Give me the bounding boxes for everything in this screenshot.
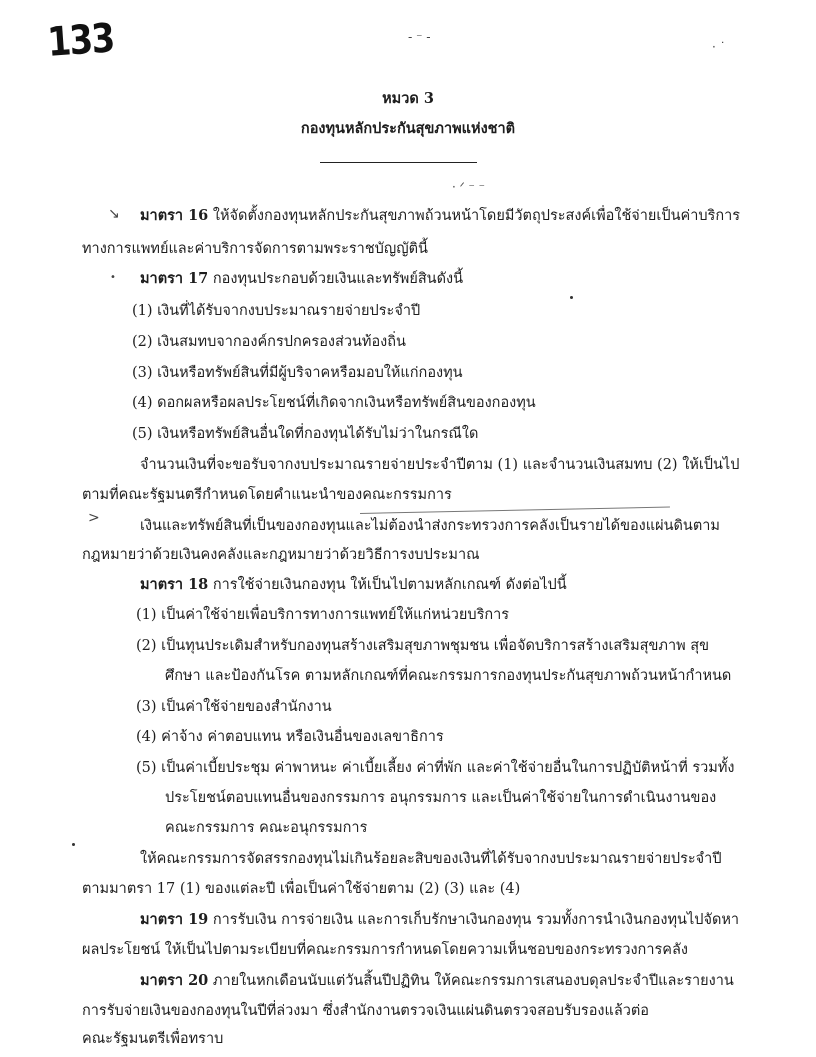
title-underline [320, 162, 477, 163]
scan-mark: · ᐟ ⁻ ⁻ [452, 180, 486, 194]
section-20-line-2: การรับจ่ายเงินของกองทุนในปีที่ล่วงมา ซึ่งสำนักงานตรวจเงินแผ่นดินตรวจสอบรับรองแล้วต่อ [82, 1003, 649, 1019]
section-18-heading: มาตรา 18 การใช้จ่ายเงินกองทุน ให้เป็นไปตามหลักเกณฑ์ ดังต่อไปนี้ [140, 576, 567, 593]
section-20-line-3: คณะรัฐมนตรีเพื่อทราบ [82, 1031, 224, 1047]
section-17-item-1: (1) เงินที่ได้รับจากงบประมาณรายจ่ายประจำปี [132, 303, 421, 319]
handwritten-page-number: 133 [46, 15, 115, 66]
section-16-line-1: มาตรา 16 ให้จัดตั้งกองทุนหลักประกันสุขภาพถ้วนหน้าโดยมีวัตถุประสงค์เพื่อใช้จ่ายเป็นค่าบริการ [140, 207, 741, 224]
section-18-item-5-line-1: (5) เป็นค่าเบี้ยประชุม ค่าพาหนะ ค่าเบี้ยเลี้ยง ค่าที่พัก และค่าใช้จ่ายอื่นในการปฏิบัติหน้าที่ รวมทั้ง [136, 760, 735, 776]
section-18-para-line-2: ตามมาตรา 17 (1) ของแต่ละปี เพื่อเป็นค่าใช้จ่ายตาม (2) (3) และ (4) [82, 881, 521, 897]
section-17-item-2: (2) เงินสมทบจากองค์กรปกครองส่วนท้องถิ่น [132, 334, 406, 350]
section-19-line-1: มาตรา 19 การรับเงิน การจ่ายเงิน และการเก็บรักษาเงินกองทุน รวมทั้งการนำเงินกองทุนไปจัดหา [140, 911, 740, 928]
section-17-item-5: (5) เงินหรือทรัพย์สินอื่นใดที่กองทุนได้รับไม่ว่าในกรณีใด [132, 426, 479, 442]
scan-speck [72, 843, 75, 846]
section-17-para-2-line-2: กฎหมายว่าด้วยเงินคงคลังและกฎหมายว่าด้วยวิธีการงบประมาณ [82, 547, 480, 563]
scan-mark: - ⁻ - [408, 30, 431, 44]
section-18-item-5-line-3: คณะกรรมการ คณะอนุกรรมการ [165, 820, 368, 836]
margin-tick-icon: • [110, 272, 116, 283]
chapter-heading: หมวด 3 [382, 90, 434, 107]
section-18-item-3: (3) เป็นค่าใช้จ่ายของสำนักงาน [136, 699, 332, 715]
section-17-para-1-line-1: จำนวนเงินที่จะขอรับจากงบประมาณรายจ่ายประจำปีตาม (1) และจำนวนเงินสมทบ (2) ให้เป็นไป [140, 457, 740, 473]
scan-streak [360, 507, 670, 514]
section-17-para-2-line-1: เงินและทรัพย์สินที่เป็นของกองทุนและไม่ต้องนำส่งกระทรวงการคลังเป็นรายได้ของแผ่นดินตาม [140, 518, 720, 534]
scan-speck [570, 296, 573, 299]
scan-mark: · ˙ [712, 40, 726, 54]
section-20-line-1: มาตรา 20 ภายในหกเดือนนับแต่วันสิ้นปีปฏิทิน ให้คณะกรรมการเสนองบดุลประจำปีและรายงาน [140, 972, 734, 989]
section-17-item-4: (4) ดอกผลหรือผลประโยชน์ที่เกิดจากเงินหรือทรัพย์สินของกองทุน [132, 395, 536, 411]
section-18-item-2-line-2: ศึกษา และป้องกันโรค ตามหลักเกณฑ์ที่คณะกรรมการกองทุนประกันสุขภาพถ้วนหน้ากำหนด [165, 668, 732, 684]
chapter-title: กองทุนหลักประกันสุขภาพแห่งชาติ [300, 120, 516, 137]
section-18-item-4: (4) ค่าจ้าง ค่าตอบแทน หรือเงินอื่นของเลขาธิการ [136, 729, 444, 745]
section-18-item-2-line-1: (2) เป็นทุนประเดิมสำหรับกองทุนสร้างเสริมสุขภาพชุมชน เพื่อจัดบริการสร้างเสริมสุขภาพ สุข [136, 638, 710, 654]
margin-arrow-icon: > [88, 510, 100, 526]
section-18-item-1: (1) เป็นค่าใช้จ่ายเพื่อบริการทางการแพทย์ให้แก่หน่วยบริการ [136, 607, 510, 623]
section-18-item-5-line-2: ประโยชน์ตอบแทนอื่นของกรรมการ อนุกรรมการ และเป็นค่าใช้จ่ายในการดำเนินงานของ [165, 790, 717, 806]
section-16-line-2: ทางการแพทย์และค่าบริการจัดการตามพระราชบัญญัตินี้ [82, 241, 428, 257]
section-17-para-1-line-2: ตามที่คณะรัฐมนตรีกำหนดโดยคำแนะนำของคณะกรรมการ [82, 487, 452, 503]
section-17-item-3: (3) เงินหรือทรัพย์สินที่มีผู้บริจาคหรือมอบให้แก่กองทุน [132, 365, 463, 381]
section-18-para-line-1: ให้คณะกรรมการจัดสรรกองทุนไม่เกินร้อยละสิบของเงินที่ได้รับจากงบประมาณรายจ่ายประจำปี [140, 851, 722, 867]
section-17-heading: มาตรา 17 กองทุนประกอบด้วยเงินและทรัพย์สินดังนี้ [140, 270, 463, 287]
margin-arrow-icon: ↘ [108, 206, 120, 222]
section-19-line-2: ผลประโยชน์ ให้เป็นไปตามระเบียบที่คณะกรรมการกำหนดโดยความเห็นชอบของกระทรวงการคลัง [82, 942, 688, 958]
